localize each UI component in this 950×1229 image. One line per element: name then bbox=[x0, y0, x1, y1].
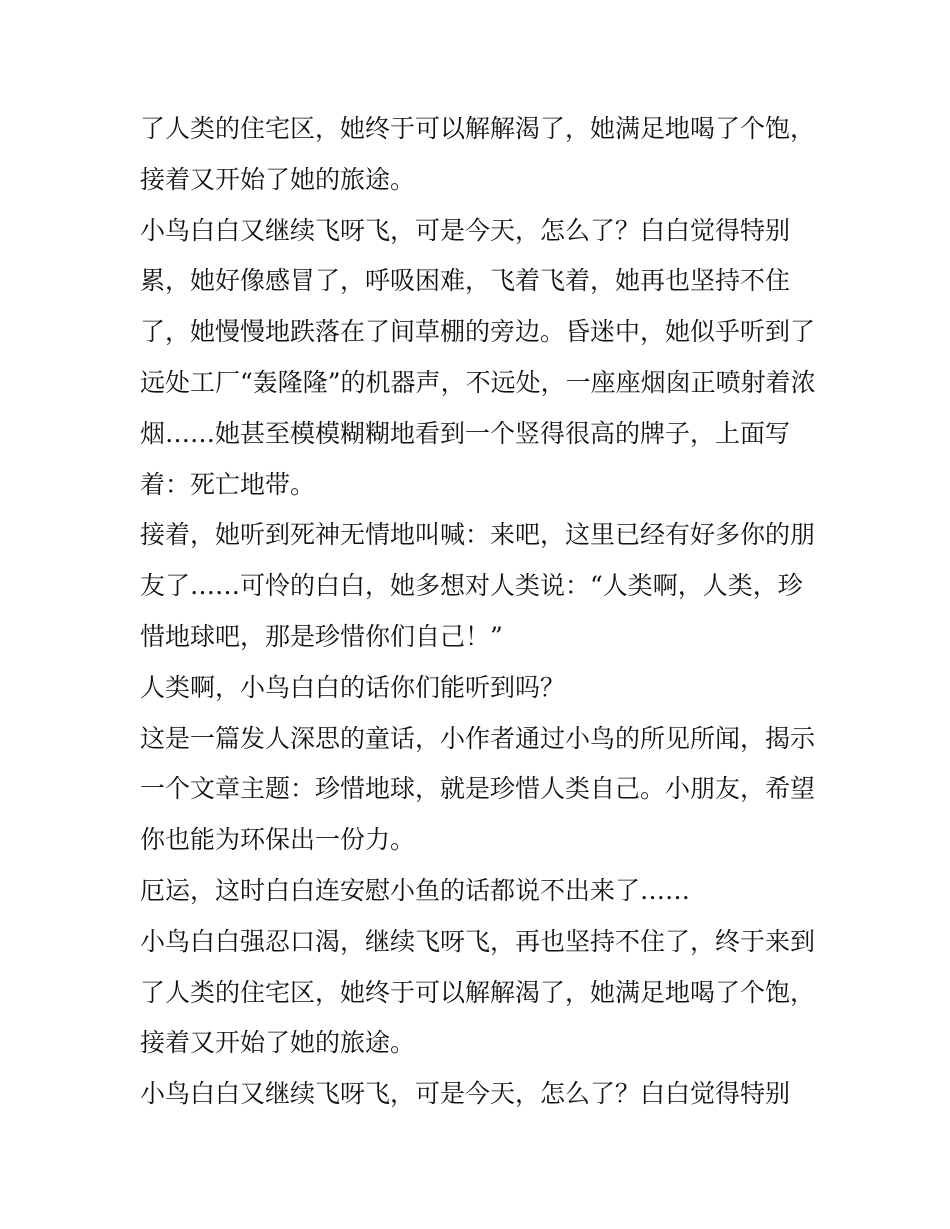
text-line: 厄运，这时白白连安慰小鱼的话都说不出来了…… bbox=[140, 875, 691, 905]
text-line: 小鸟白白又继续飞呀飞，可是今天，怎么了？白白觉得特别 bbox=[140, 215, 791, 245]
text-line: 小鸟白白又继续飞呀飞，可是今天，怎么了？白白觉得特别 bbox=[140, 1079, 791, 1109]
text-line: 累，她好像感冒了，呼吸困难，飞着飞着，她再也坚持不住 bbox=[140, 266, 791, 296]
text-line: 这是一篇发人深思的童话，小作者通过小鸟的所见所闻，揭示 bbox=[140, 723, 816, 753]
document-body bbox=[140, 104, 830, 1120]
text-line: 惜地球吧，那是珍惜你们自己！” bbox=[140, 621, 503, 651]
text-line: 接着，她听到死神无情地叫喊：来吧，这里已经有好多你的朋 bbox=[140, 520, 816, 550]
text-line: 一个文章主题：珍惜地球，就是珍惜人类自己。小朋友，希望 bbox=[140, 774, 816, 804]
text-line: 了，她慢慢地跌落在了间草棚的旁边。昏迷中，她似乎听到了 bbox=[140, 317, 816, 347]
text-line: 小鸟白白强忍口渴，继续飞呀飞，再也坚持不住了，终于来到 bbox=[140, 926, 816, 956]
text-line: 接着又开始了她的旅途。 bbox=[140, 164, 416, 194]
text-line: 着：死亡地带。 bbox=[140, 469, 316, 499]
text-line: 友了……可怜的白白，她多想对人类说：“人类啊，人类，珍 bbox=[140, 571, 803, 601]
text-line: 了人类的住宅区，她终于可以解解渴了，她满足地喝了个饱， bbox=[140, 977, 816, 1007]
text-line: 你也能为环保出一份力。 bbox=[140, 825, 416, 855]
text-line: 烟……她甚至模模糊糊地看到一个竖得很高的牌子，上面写 bbox=[140, 418, 791, 448]
text-line: 了人类的住宅区，她终于可以解解渴了，她满足地喝了个饱， bbox=[140, 114, 816, 143]
text-line: 远处工厂“轰隆隆”的机器声，不远处，一座座烟囱正喷射着浓 bbox=[140, 367, 816, 397]
text-line: 接着又开始了她的旅途。 bbox=[140, 1028, 416, 1058]
text-line: 人类啊，小鸟白白的话你们能听到吗？ bbox=[140, 672, 566, 702]
